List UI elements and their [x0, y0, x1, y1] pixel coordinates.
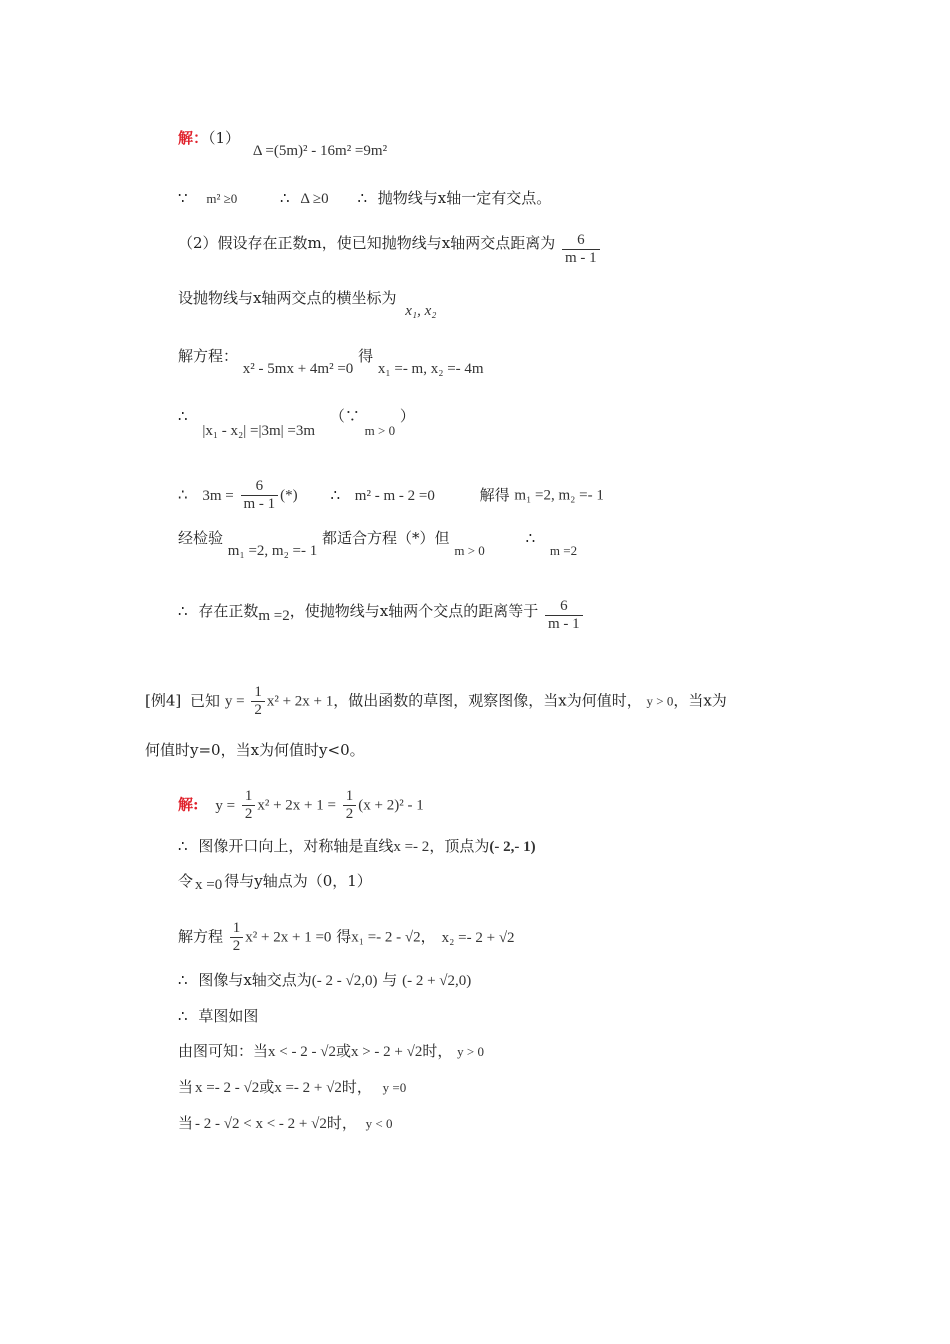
half-fraction-a [242, 788, 256, 823]
star-mark: (*) [280, 487, 298, 504]
solution-1-line-2 [178, 188, 551, 209]
expr-middle: x² + 2x + 1 = [257, 797, 336, 814]
half-fraction-b [343, 788, 357, 823]
discriminant-expression: Δ =(5m)² - 16m² =9m² [252, 143, 388, 159]
half-denominator: 2 [343, 805, 357, 823]
condition-2b: x =- 2 + √2 [274, 1080, 342, 1096]
half-numerator: 1 [345, 788, 354, 804]
eq-rest: x² + 2x + 1 =0 [245, 929, 332, 946]
because-open: （∵ [329, 407, 360, 425]
part-1-label: （1） [208, 129, 241, 147]
intersect-text: 图像与x轴交点为 [198, 971, 312, 989]
or-text: 或 [259, 1078, 275, 1096]
therefore-symbol: ∴ [178, 971, 188, 989]
part-2-statement: （2）假设存在正数m，使已知抛物线与x轴两交点距离为 [178, 234, 556, 252]
half-denominator: 2 [242, 805, 256, 823]
solution-2-line-3 [178, 871, 372, 892]
therefore-symbol: ∴ [178, 602, 188, 620]
check-label: 经检验 [178, 529, 224, 547]
solution-1-line-8 [178, 528, 578, 559]
condition-2a: x =- 2 - √2 [195, 1080, 260, 1096]
solve-equation-label: 解方程： [178, 347, 239, 365]
solution-2-line-8 [178, 1077, 406, 1098]
solution-2-line-1 [178, 788, 424, 823]
final-pre-text: 存在正数 [198, 602, 259, 620]
condition-1a: x < - 2 - √2 [268, 1044, 336, 1060]
known-text: 已知 [190, 691, 221, 710]
roots-values: x₁ =- m, x₂ =- 4m [377, 361, 484, 377]
therefore-symbol: ∴ [280, 189, 290, 207]
m-positive-condition: m > 0 [364, 423, 396, 438]
when-text: 时， [422, 1042, 453, 1060]
fraction-denominator: m - 1 [241, 495, 279, 513]
m-positive-2: m > 0 [454, 543, 485, 558]
when-text: 时， [326, 1114, 357, 1132]
solve-eq-text: 解方程 [178, 927, 224, 946]
solution-1-line-4 [178, 288, 437, 319]
therefore-symbol: ∴ [330, 485, 340, 504]
half-fraction [251, 684, 265, 719]
example-4-line-2: 何值时y=0，当x为何值时y<0。 [145, 741, 365, 759]
final-m-value: m =2 [258, 608, 290, 624]
all-fit-text: 都适合方程（*）但 [322, 529, 450, 547]
close-paren: ） [399, 407, 415, 425]
half-numerator: 1 [232, 920, 241, 936]
fraction-numerator: 6 [560, 598, 568, 614]
m-squared-nonnegative: m² ≥0 [206, 191, 238, 206]
final-post-text: ，使抛物线与x轴两个交点的距离等于 [289, 602, 539, 620]
let-text: 令 [178, 872, 194, 890]
absolute-difference: |x₁ - x₂| =|3m| =3m [202, 423, 316, 439]
y-intercept-text: 得与y轴点为（0，1） [224, 872, 372, 890]
condition-1b: x > - 2 + √2 [350, 1044, 423, 1060]
fraction-denominator: m - 1 [562, 249, 600, 267]
x-equals-zero: x =0 [195, 877, 223, 893]
solution-2-line-7 [178, 1041, 484, 1062]
sketch-text: 草图如图 [198, 1007, 259, 1025]
result-2: y =0 [382, 1080, 407, 1095]
half-numerator: 1 [244, 788, 253, 804]
because-symbol: ∵ [178, 189, 188, 207]
get-text: 得 [336, 927, 352, 946]
half-denominator: 2 [230, 937, 244, 955]
example-4-text-2: ，当x为 [673, 691, 727, 710]
when-label: 当 [178, 1078, 194, 1096]
distance-fraction [562, 232, 600, 267]
half-numerator: 1 [254, 684, 262, 700]
solution-1-line-9 [178, 598, 585, 633]
solution-1-line-3 [178, 232, 602, 267]
x2-value: x₂ =- 2 + √2 [441, 929, 515, 946]
three-m-equals: 3m = [202, 487, 234, 504]
intersection-point-2: (- 2 + √2,0) [402, 973, 472, 989]
result-3: y < 0 [365, 1116, 393, 1131]
solution-2-line-2 [178, 836, 536, 857]
therefore-symbol: ∴ [357, 189, 367, 207]
example-4-text-1: ，做出函数的草图，观察图像，当x为何值时， [333, 691, 642, 710]
solution-1-line-6 [178, 406, 415, 439]
or-text: 或 [335, 1042, 351, 1060]
let-roots-text: 设抛物线与x轴两交点的横坐标为 [178, 289, 397, 307]
solution-1-line-7 [178, 478, 604, 513]
solution-1-line-5 [178, 346, 484, 377]
solution-2-line-6 [178, 1006, 258, 1026]
y-positive: y > 0 [646, 693, 674, 709]
distance-fraction-3 [545, 598, 583, 633]
and-text: 与 [382, 971, 398, 989]
result-1: y > 0 [457, 1044, 485, 1059]
symmetry-axis: x =- 2 [393, 839, 430, 855]
fraction-denominator: m - 1 [545, 615, 583, 633]
opens-up-text: 图像开口向上，对称轴是直线 [198, 837, 394, 855]
solution-2-line-5 [178, 970, 471, 991]
example-4-line-1 [145, 684, 727, 719]
when-text: 时， [341, 1078, 372, 1096]
solution-2-label: 解: [178, 795, 199, 814]
solution-label: 解： [178, 129, 209, 147]
function-rest: x² + 2x + 1 [266, 693, 334, 710]
expr-vertex-form: (x + 2)² - 1 [358, 797, 424, 814]
solve-get-text: 解得 [479, 485, 510, 504]
conclusion-intersects: 抛物线与x轴一定有交点。 [377, 189, 552, 207]
half-fraction-c [230, 920, 244, 955]
quadratic-equation: x² - 5mx + 4m² =0 [242, 361, 354, 377]
half-denominator: 2 [251, 701, 265, 719]
comma: ， [420, 927, 436, 946]
fraction-numerator: 6 [255, 478, 264, 494]
vertex-point: (- 2,- 1) [489, 839, 536, 855]
x1-value: x₁ =- 2 - √2 [351, 929, 421, 946]
solution-1-line-1 [178, 128, 388, 159]
delta-nonnegative: Δ ≥0 [300, 191, 329, 207]
from-graph-text: 由图可知：当 [178, 1042, 269, 1060]
get-text: 得 [358, 347, 374, 365]
condition-3: - 2 - √2 < x < - 2 + √2 [195, 1116, 327, 1132]
fraction-numerator: 6 [577, 232, 585, 248]
m-equals-2: m =2 [549, 543, 578, 558]
solution-2-line-4 [178, 920, 515, 955]
vertex-label: ，顶点为 [429, 837, 490, 855]
roots-names: x₁, x₂ [405, 303, 437, 319]
solution-2-line-9 [178, 1113, 393, 1134]
therefore-symbol: ∴ [525, 529, 536, 547]
m-roots: m₁ =2, m₂ =- 1 [514, 487, 604, 504]
expr-y-equals: y = [215, 797, 236, 814]
m-roots-check: m₁ =2, m₂ =- 1 [227, 543, 318, 559]
distance-fraction-2 [241, 478, 279, 513]
therefore-symbol: ∴ [178, 837, 188, 855]
function-y-equals: y = [224, 693, 245, 710]
therefore-symbol: ∴ [178, 407, 188, 425]
example-4-label: [例4] [145, 691, 182, 710]
therefore-symbol: ∴ [178, 485, 188, 504]
intersection-point-1: (- 2 - √2,0) [311, 973, 378, 989]
therefore-symbol: ∴ [178, 1007, 188, 1025]
when-label: 当 [178, 1114, 194, 1132]
m-quadratic: m² - m - 2 =0 [354, 487, 435, 504]
